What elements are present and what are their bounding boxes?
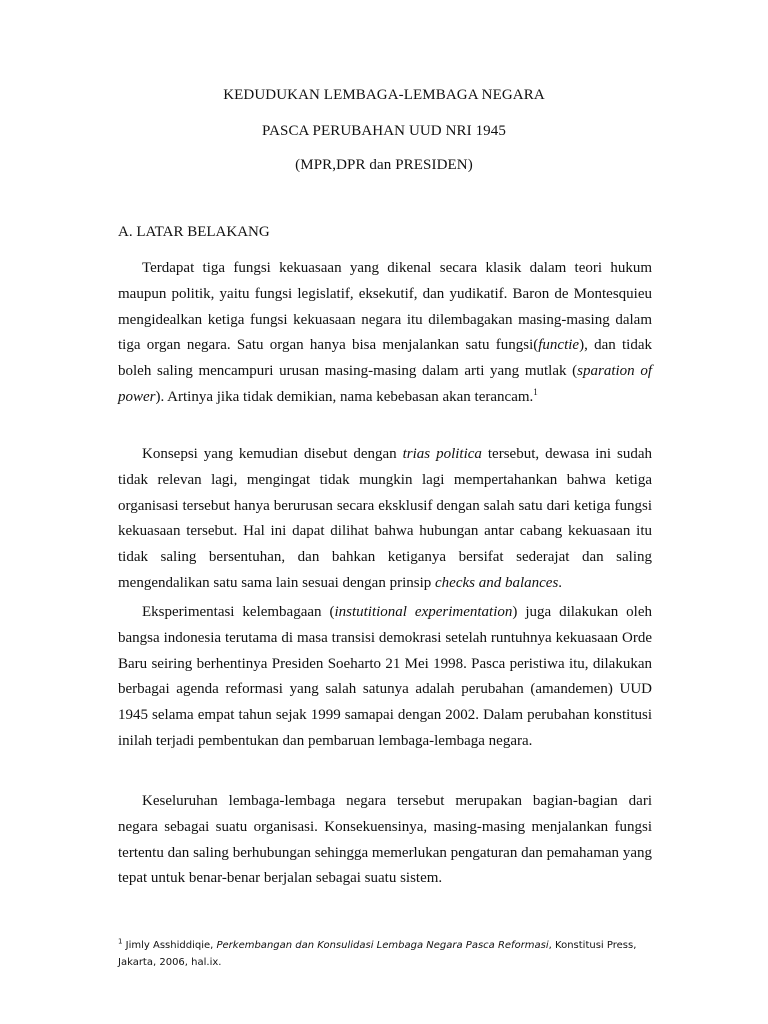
title-line-3: (MPR,DPR dan PRESIDEN): [295, 157, 473, 173]
paragraph-1: Terdapat tiga fungsi kekuasaan yang dikenal secara klasik dalam teori hukum maupun politik, yaitu fungsi legislatif, eksekutif, dan yudikatif. Baron de Montesquieu mengidealkan ketiga fungsi kekuasaan negara itu dilembagakan masing-masing dalam tiga organ negara. Satu organ hanya bisa menjalankan satu fungsi(functie), dan tidak boleh saling mencampuri urusan masing-masing dalam arti yang mutlak (sparation of power). Artinya jika tidak demikian, nama kebebasan akan terancam.$^1$: [118, 260, 652, 405]
title-line-2: PASCA PERUBAHAN UUD NRI 1945: [262, 123, 506, 139]
title-line-1: KEDUDUKAN LEMBAGA-LEMBAGA NEGARA: [223, 87, 545, 103]
section-heading: A. LATAR BELAKANG: [118, 224, 270, 240]
paragraph-3: Eksperimentasi kelembagaan (instutitional experimentation) juga dilakukan oleh bangsa indonesia terutama di masa transisi demokrasi setelah runtuhnya kekuasaan Orde Baru seiring berhentinya Presiden Soeharto 21 Mei 1998. Pasca peristiwa itu, dilakukan berbagai agenda reformasi yang salah satunya adalah perubahan (amandemen) UUD 1945 selama empat tahun sejak 1999 samapai dengan 2002. Dalam perubahan konstitusi inilah terjadi pembentukan dan pembaruan lembaga-lembaga negara.: [118, 604, 652, 749]
italic-term: functie: [538, 337, 580, 354]
footnote-ref: 1: [533, 386, 538, 397]
footnote-book-title: Perkembangan dan Konsulidasi Lembaga Negara Pasca Reformasi: [216, 940, 549, 951]
paragraph-4: Keseluruhan lembaga-lembaga negara tersebut merupakan bagian-bagian dari negara sebagai suatu organisasi. Konsekuensinya, masing-masing menjalankan fungsi tertentu dan saling berhubungan sehingga memerlukan pengaturan dan pemahaman yang tepat untuk benar-benar berjalan sebagai suatu sistem.: [118, 793, 652, 887]
italic-term: checks and balances: [435, 574, 559, 591]
italic-term: sparation of power: [118, 363, 652, 405]
footnote-number: 1: [118, 937, 123, 946]
footnote: $^1$ Jimly Asshiddiqie, Perkembangan dan Konsulidasi Lembaga Negara Pasca Reformasi, Konstitusi Press, Jakarta, 2006, hal.ix.: [118, 937, 637, 968]
italic-term: trias politica: [402, 446, 482, 462]
paragraph-2: Konsepsi yang kemudian disebut dengan trias politica tersebut, dewasa ini sudah tidak relevan lagi, mengingat tidak mungkin lagi mempertahankan bahwa ketiga organisasi tersebut hanya berurusan secara eksklusif dengan salah satu dari ketiga fungsi kekuasaan tersebut. Hal ini dapat dilihat bahwa hubungan antar cabang kekuasaan itu tidak saling bersentuhan, dan bahkan ketiganya bersifat sederajat dan saling mengendalikan satu sama lain sesuai dengan prinsip checks and balances.: [118, 446, 652, 591]
italic-term: instutitional experimentation: [334, 604, 513, 620]
